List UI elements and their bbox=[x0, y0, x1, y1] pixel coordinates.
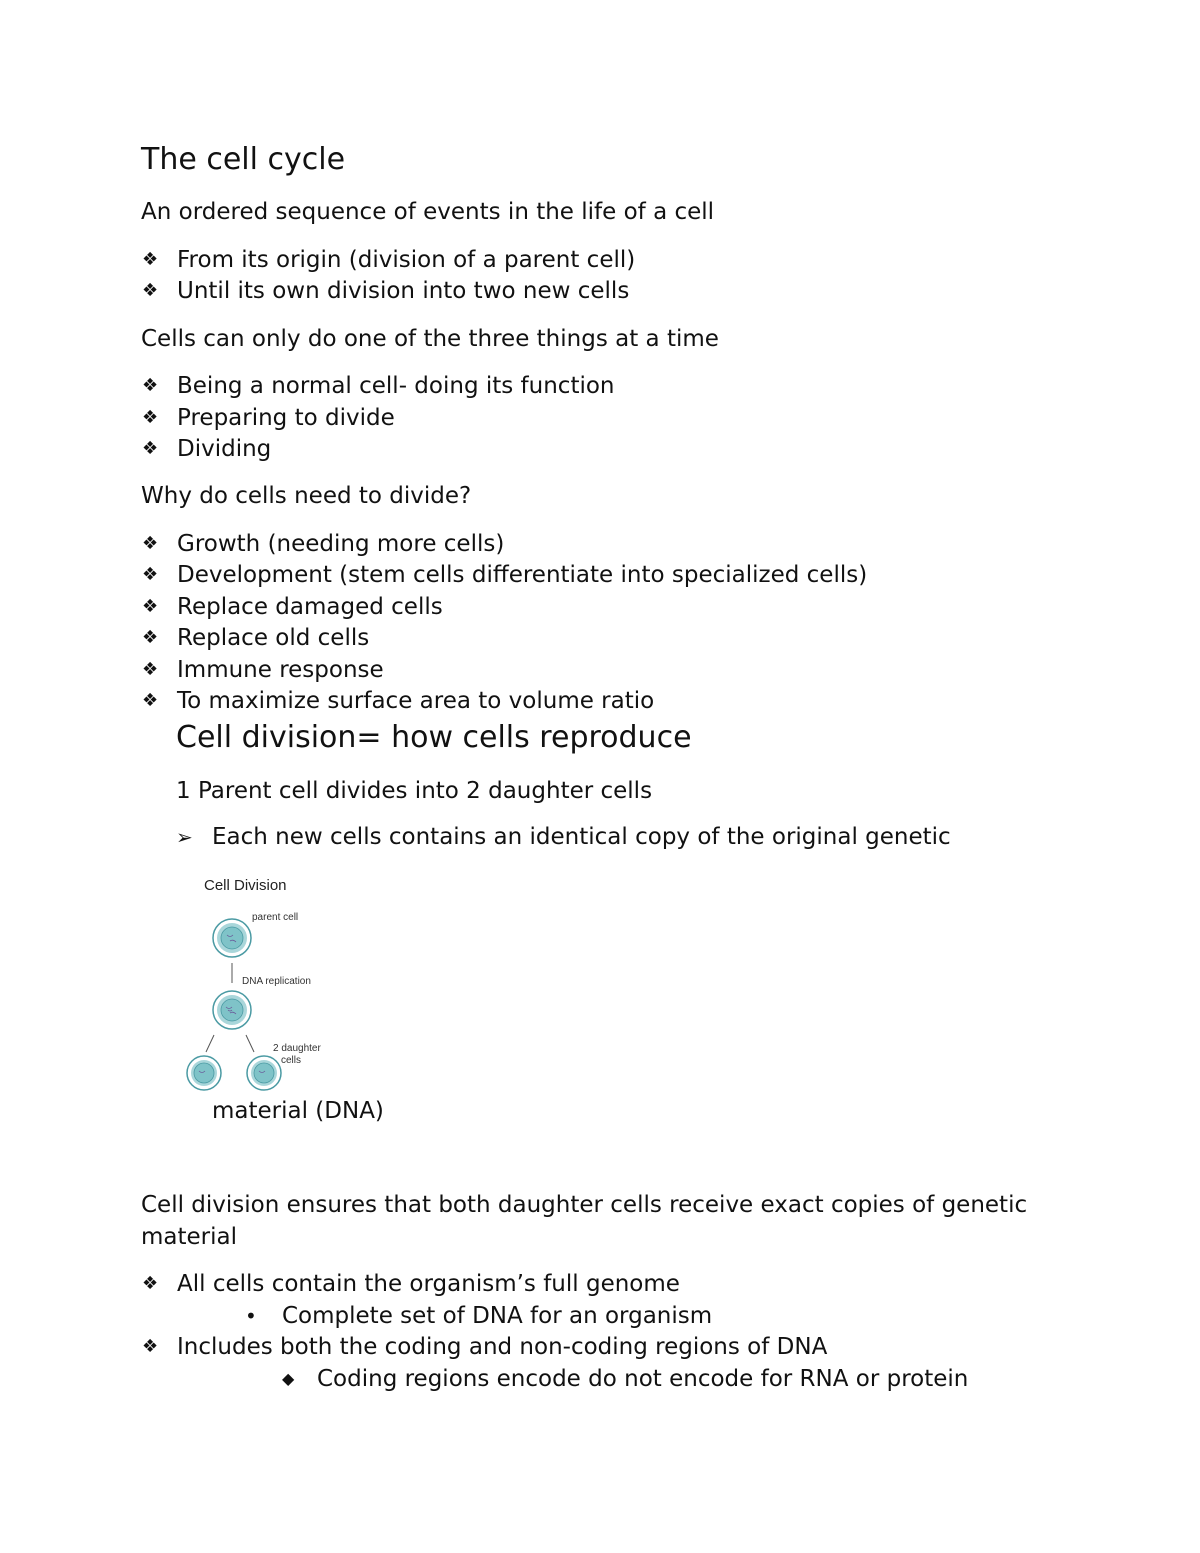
label-dna-replication: DNA replication bbox=[242, 976, 311, 987]
replicated-cell-icon bbox=[213, 991, 251, 1029]
list-item: Being a normal cell- doing its function bbox=[177, 373, 615, 399]
list-item: From its origin (division of a parent cell) bbox=[177, 247, 636, 273]
parent-cell-icon bbox=[213, 919, 251, 957]
diamond-bullet-icon: ❖ bbox=[142, 690, 159, 711]
intro-text: An ordered sequence of events in the life of a cell bbox=[141, 199, 715, 225]
page-title: The cell cycle bbox=[141, 142, 346, 177]
cell-division-figure bbox=[180, 865, 340, 1095]
figure-title: Cell Division bbox=[204, 877, 287, 894]
division-arrow-text: Each new cells contains an identical copy of the original genetic bbox=[212, 824, 951, 850]
list-item: Preparing to divide bbox=[177, 405, 395, 431]
things-heading: Cells can only do one of the three things at a time bbox=[141, 326, 719, 352]
diamond-bullet-icon: ❖ bbox=[142, 1273, 159, 1294]
arrowhead-icon: ➢ bbox=[176, 825, 193, 849]
diamond-bullet-icon: ❖ bbox=[142, 407, 159, 428]
diamond-bullet-icon: ❖ bbox=[142, 1336, 159, 1357]
label-daughter-cells: 2 daughter bbox=[273, 1043, 321, 1054]
diamond-bullet-icon: ❖ bbox=[142, 438, 159, 459]
connector-line bbox=[206, 1035, 214, 1052]
list-item: Dividing bbox=[177, 436, 272, 462]
ensures-text-continued: material bbox=[141, 1224, 237, 1250]
list-item: Replace damaged cells bbox=[177, 594, 443, 620]
division-line: 1 Parent cell divides into 2 daughter cells bbox=[176, 778, 653, 804]
round-dot-icon: • bbox=[245, 1304, 257, 1328]
list-item: Coding regions encode do not encode for RNA or protein bbox=[317, 1366, 969, 1392]
diamond-bullet-icon: ❖ bbox=[142, 375, 159, 396]
list-item: All cells contain the organism’s full genome bbox=[177, 1271, 680, 1297]
diamond-bullet-icon: ❖ bbox=[142, 249, 159, 270]
list-item: Development (stem cells differentiate into specialized cells) bbox=[177, 562, 868, 588]
connector-line bbox=[246, 1035, 254, 1052]
diamond-bullet-icon: ❖ bbox=[142, 280, 159, 301]
list-item: Growth (needing more cells) bbox=[177, 531, 505, 557]
diamond-bullet-icon: ❖ bbox=[142, 659, 159, 680]
why-heading: Why do cells need to divide? bbox=[141, 483, 472, 509]
diamond-bullet-icon: ❖ bbox=[142, 627, 159, 648]
list-item: Complete set of DNA for an organism bbox=[282, 1303, 713, 1329]
division-arrow-text-continued: material (DNA) bbox=[212, 1098, 384, 1124]
daughter-cell-icon bbox=[187, 1056, 221, 1090]
label-daughter-cells-2: cells bbox=[281, 1055, 302, 1066]
list-item: Until its own division into two new cells bbox=[177, 278, 630, 304]
solid-diamond-icon: ◆ bbox=[282, 1369, 295, 1388]
label-parent-cell: parent cell bbox=[252, 912, 299, 923]
daughter-cell-icon bbox=[247, 1056, 281, 1090]
ensures-text: Cell division ensures that both daughter cells receive exact copies of genetic bbox=[141, 1192, 1028, 1218]
list-item: Immune response bbox=[177, 657, 384, 683]
diamond-bullet-icon: ❖ bbox=[142, 596, 159, 617]
diamond-bullet-icon: ❖ bbox=[142, 564, 159, 585]
list-item: To maximize surface area to volume ratio bbox=[177, 688, 655, 714]
diamond-bullet-icon: ❖ bbox=[142, 533, 159, 554]
list-item: Replace old cells bbox=[177, 625, 370, 651]
division-heading: Cell division= how cells reproduce bbox=[176, 720, 692, 755]
list-item: Includes both the coding and non-coding regions of DNA bbox=[177, 1334, 828, 1360]
